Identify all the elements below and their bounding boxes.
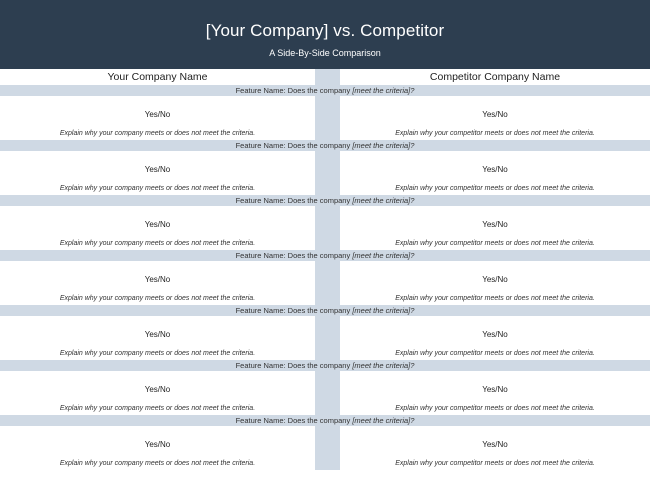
feature-prefix: Feature Name: Does the company	[235, 361, 353, 370]
comparison-row	[0, 305, 650, 360]
competitor-answer: Yes/No	[482, 385, 508, 394]
competitor-explanation: Explain why your competitor meets or does not meet the criteria.	[395, 240, 595, 247]
your-company-cell	[0, 371, 315, 415]
your-company-explanation: Explain why your company meets or does not meet the criteria.	[59, 295, 256, 302]
competitor-answer: Yes/No	[482, 275, 508, 284]
feature-criteria: [meet the criteria]?	[352, 141, 415, 150]
your-company-cell	[0, 96, 315, 140]
competitor-explanation: Explain why your competitor meets or does not meet the criteria.	[395, 460, 595, 467]
feature-prefix: Feature Name: Does the company	[235, 251, 353, 260]
feature-prefix: Feature Name: Does the company	[235, 306, 353, 315]
comparison-row	[0, 85, 650, 140]
competitor-explanation: Explain why your competitor meets or does not meet the criteria.	[395, 295, 595, 302]
header-banner	[0, 0, 650, 69]
feature-name-bar	[0, 250, 650, 261]
competitor-cell	[340, 206, 650, 250]
competitor-answer: Yes/No	[482, 330, 508, 339]
feature-prefix: Feature Name: Does the company	[235, 196, 353, 205]
your-company-cell	[0, 151, 315, 195]
feature-name-bar	[0, 415, 650, 426]
feature-name-bar	[0, 85, 650, 96]
your-company-explanation: Explain why your company meets or does not meet the criteria.	[59, 185, 256, 192]
competitor-cell	[340, 371, 650, 415]
your-company-cell	[0, 426, 315, 470]
your-company-answer: Yes/No	[144, 110, 171, 119]
competitor-answer: Yes/No	[482, 220, 508, 229]
your-company-explanation: Explain why your company meets or does not meet the criteria.	[59, 350, 256, 357]
your-company-cell	[0, 261, 315, 305]
your-company-answer: Yes/No	[144, 330, 171, 339]
your-company-answer: Yes/No	[144, 440, 171, 449]
competitor-cell	[340, 151, 650, 195]
competitor-explanation: Explain why your competitor meets or does not meet the criteria.	[395, 350, 595, 357]
comparison-row	[0, 140, 650, 195]
competitor-cell	[340, 96, 650, 140]
feature-criteria: [meet the criteria]?	[352, 251, 415, 260]
your-company-explanation: Explain why your company meets or does not meet the criteria.	[59, 460, 256, 467]
competitor-column-header: Competitor Company Name	[429, 71, 561, 83]
feature-name-bar	[0, 195, 650, 206]
your-company-column-header: Your Company Name	[107, 71, 208, 83]
feature-criteria: [meet the criteria]?	[352, 86, 415, 95]
your-company-answer: Yes/No	[144, 220, 171, 229]
feature-name-bar	[0, 360, 650, 371]
competitor-answer: Yes/No	[482, 440, 508, 449]
competitor-cell	[340, 316, 650, 360]
feature-criteria: [meet the criteria]?	[352, 196, 415, 205]
feature-name-bar	[0, 305, 650, 316]
competitor-cell	[340, 261, 650, 305]
competitor-answer: Yes/No	[482, 110, 508, 119]
feature-name-bar	[0, 140, 650, 151]
comparison-row	[0, 415, 650, 470]
feature-criteria: [meet the criteria]?	[352, 306, 415, 315]
your-company-answer: Yes/No	[144, 165, 171, 174]
feature-prefix: Feature Name: Does the company	[235, 86, 353, 95]
your-company-cell	[0, 316, 315, 360]
your-company-explanation: Explain why your company meets or does not meet the criteria.	[59, 405, 256, 412]
your-company-answer: Yes/No	[144, 275, 171, 284]
competitor-explanation: Explain why your competitor meets or does not meet the criteria.	[395, 185, 595, 192]
feature-prefix: Feature Name: Does the company	[235, 416, 353, 425]
feature-criteria: [meet the criteria]?	[352, 416, 415, 425]
competitor-explanation: Explain why your competitor meets or does not meet the criteria.	[395, 405, 595, 412]
comparison-row	[0, 360, 650, 415]
comparison-row	[0, 195, 650, 250]
competitor-explanation: Explain why your competitor meets or does not meet the criteria.	[395, 130, 595, 137]
page-title: [Your Company] vs. Competitor	[205, 21, 445, 40]
your-company-answer: Yes/No	[144, 385, 171, 394]
competitor-answer: Yes/No	[482, 165, 508, 174]
feature-criteria: [meet the criteria]?	[352, 361, 415, 370]
your-company-cell	[0, 206, 315, 250]
comparison-row	[0, 250, 650, 305]
your-company-explanation: Explain why your company meets or does not meet the criteria.	[59, 240, 256, 247]
your-company-explanation: Explain why your company meets or does not meet the criteria.	[59, 130, 256, 137]
page-subtitle: A Side-By-Side Comparison	[269, 48, 381, 58]
feature-prefix: Feature Name: Does the company	[235, 141, 353, 150]
competitor-cell	[340, 426, 650, 470]
